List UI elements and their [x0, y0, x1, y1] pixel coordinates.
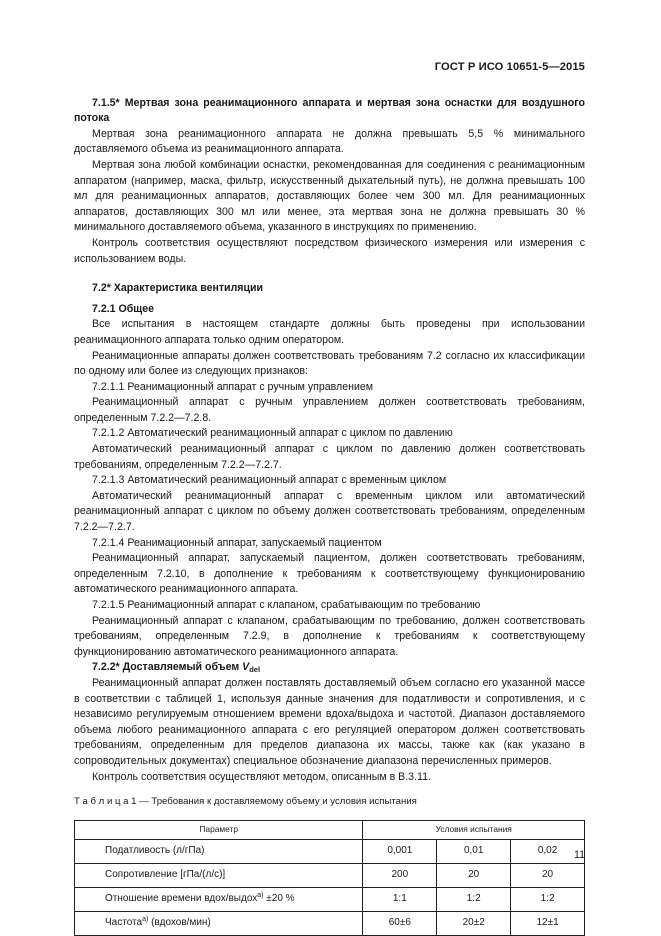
- table-1: [74, 820, 585, 936]
- volume-subscript: del: [249, 665, 261, 675]
- table-row: [75, 887, 585, 911]
- table-cell: 1:2: [437, 887, 511, 911]
- table-cell: 1:2: [511, 887, 585, 911]
- document-header: ГОСТ Р ИСО 10651-5—2015: [434, 61, 585, 73]
- table-cell: 200: [363, 863, 437, 887]
- subsection-title: 7.2.1.1 Реанимационный аппарат с ручным управлением: [92, 380, 374, 393]
- table-cell: 1:1: [363, 887, 437, 911]
- paragraph: Реанимационный аппарат с клапаном, срабатывающим по требованию, должен соответствовать требованиям, определенным 7.2.9, в дополнение к требованиям к соответствующему функционированию автоматического реанимационного аппарата.: [74, 614, 585, 658]
- table-cell: 0,02: [511, 839, 585, 863]
- subsection-title: 7.2.1.5 Реанимационный аппарат с клапаном, срабатывающим по требованию: [92, 599, 481, 611]
- volume-symbol: V: [242, 661, 250, 674]
- table-cell: 12±1: [511, 911, 585, 935]
- table-caption: Т а б л и ц а 1 — Требования к доставляемому объему и условия испытания: [74, 796, 417, 808]
- paragraph: Контроль соответствия осуществляют посредством физического измерения или измерения с использованием воды.: [74, 236, 585, 265]
- subsection-title: 7.2.1.4 Реанимационный аппарат, запускаемый пациентом: [92, 536, 382, 549]
- table-cell: 20: [437, 863, 511, 887]
- paragraph: Реанимационный аппарат, запускаемый пациентом, должен соответствовать требованиям, определенным 7.2.10, в дополнение к требованиям к соответствующему функционированию автоматического реанимационного аппарата.: [74, 552, 585, 596]
- table-cell: 20: [511, 863, 585, 887]
- table-cell-param: Сопротивление [гПа/(л/с)]: [75, 863, 363, 887]
- paragraph: Контроль соответствия осуществляют методом, описанным в В.3.11.: [92, 770, 431, 783]
- table-cell: 0,001: [363, 839, 437, 863]
- subsection-title: 7.2.1.2 Автоматический реанимационный аппарат с циклом по давлению: [92, 427, 453, 440]
- paragraph: Автоматический реанимационный аппарат с циклом по давлению должен соответствовать требованиям, определенным 7.2.2—7.2.7.: [74, 443, 585, 471]
- section-7-2-title: 7.2* Характеристика вентиляции: [92, 282, 264, 295]
- table-cell-param: Частота$^{а)}$ (вдохов/мин): [75, 911, 363, 935]
- table-header-param: Параметр: [75, 820, 363, 839]
- table-cell: 60±6: [363, 911, 437, 935]
- table-cell: 0,01: [437, 839, 511, 863]
- table-header-conditions: Условия испытания: [363, 820, 585, 839]
- section-7-1-5-title: 7.1.5* Мертвая зона реанимационного аппарата и мертвая зона оснастки для воздушного потока: [74, 96, 585, 125]
- paragraph: Автоматический реанимационный аппарат с временным циклом или автоматический реанимационный аппарат с циклом по объему должен соответствовать требованиям, определенным 7.2.2—7.2.7.: [74, 489, 585, 534]
- section-7-2-2-label: 7.2.2* Доставляемый объем: [92, 661, 243, 674]
- table-row: [75, 863, 585, 887]
- table-row: [75, 839, 585, 863]
- paragraph: Мертвая зона любой комбинации оснастки, рекомендованная для соединения с реанимационным аппаратом (например, маска, фильтр, искусственный дыхательный путь), не должна превышать 100 мл для реанимационных аппаратов, доставляющих более чем 300 мл. Для реанимационных аппаратов, доставляющих 300 мл или менее, эта мертвая зона не должна превышать 30 % минимального доставляемого объема, указанного в инструкциях по применению.: [74, 158, 585, 234]
- paragraph: Реанимационный аппарат должен поставлять доставляемый объем согласно его указанной массе в соответствии с таблицей 1, используя данные значения для податливости и сопротивления, и с независимо регулируемым отношением времени вдоха/выдоха и частотой. Диапазон доставляемого объема любого реанимационного аппарата с его регуляцией оператором должен соответствовать требованиям, определенным для пределов диапазона их массы, также как (как указано в сопроводительных документах) специальное обозначение диапазона перечисленных примеров.: [74, 676, 585, 767]
- subsection-title: 7.2.1.3 Автоматический реанимационный аппарат с временным циклом: [92, 474, 447, 487]
- section-7-2-1-title: 7.2.1 Общее: [92, 302, 155, 315]
- paragraph: Мертвая зона реанимационного аппарата не должна превышать 5,5 % минимального доставляемого объема из реанимационного аппарата.: [74, 127, 585, 156]
- table-header-row: [75, 820, 585, 839]
- table-cell-param: Отношение времени вдох/выдох$^{а)}$ ±20 %: [75, 887, 363, 911]
- section-7-2-2-title: [74, 660, 585, 676]
- paragraph: Реанимационный аппарат с ручным управлением должен соответствовать требованиям, определенным 7.2.2—7.2.8.: [74, 396, 585, 424]
- table-cell: 20±2: [437, 911, 511, 935]
- table-cell-param: Податливость (л/гПа): [75, 839, 363, 863]
- page-number: 11: [574, 849, 585, 861]
- table-row: [75, 911, 585, 935]
- paragraph: Реанимационные аппараты должен соответствовать требованиям 7.2 согласно их классификации по одному или более из следующих признаков:: [74, 349, 585, 378]
- footnote-marker: а): [142, 916, 149, 924]
- footnote-marker: а): [257, 892, 264, 900]
- paragraph: Все испытания в настоящем стандарте должны быть проведены при использовании реанимационного аппарата только одним оператором.: [74, 318, 585, 346]
